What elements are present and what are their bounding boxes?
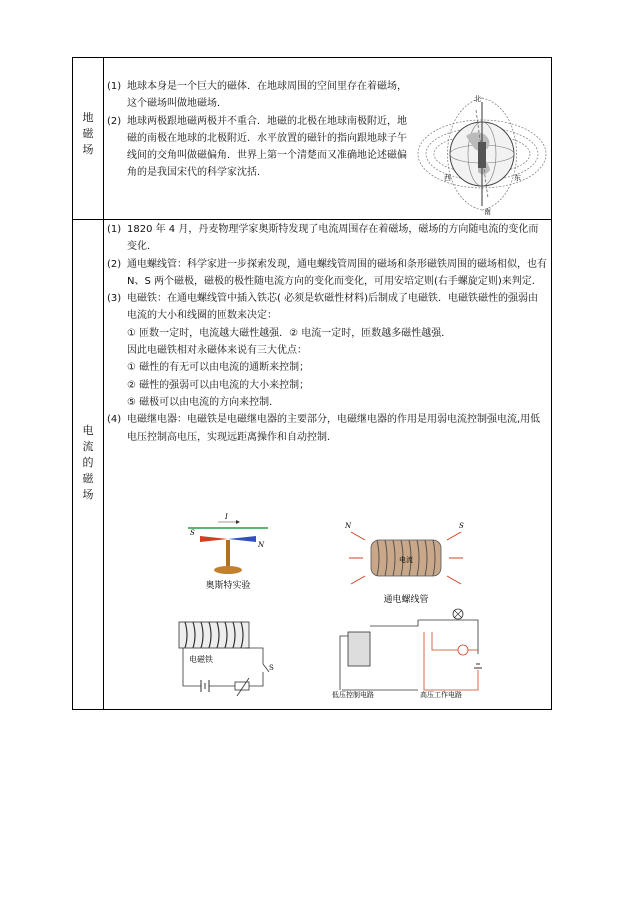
advantage-line: ⑤ 磁极可以由电流的方向来控制． [127, 396, 280, 408]
item-number: (4) [107, 414, 122, 426]
list-item [107, 256, 547, 291]
solenoid-s-label: S [459, 522, 464, 530]
content-table [72, 57, 552, 710]
item-text: 电磁继电器：电磁铁是电磁继电器的主要部分，电磁继电器的作用是用弱电流控制强电流,用低电压控制高电压，实现远距离操作和自动控制． [127, 414, 541, 443]
advantage-line: ① 磁性的有无可以由电流的通断来控制； [127, 362, 310, 374]
solenoid-n-label: N [345, 522, 352, 530]
item-text-line: 因此电磁铁相对永磁体来说有三大优点： [127, 345, 307, 357]
east-label: 东 [514, 174, 521, 182]
earth-magnetic-field-figure [416, 88, 548, 216]
list-item [107, 113, 410, 182]
oersted-experiment-figure [178, 508, 278, 596]
south-pole-label: S [190, 529, 195, 537]
current-label: I [225, 513, 228, 521]
row-title-current-magnetic [73, 423, 103, 503]
row-title-char: 磁 [82, 127, 94, 140]
item-text: 地球本身是一个巨大的磁体．在地球周围的空间里存在着磁场，这个磁场叫做地磁场． [127, 81, 407, 110]
item-number: (2) [107, 258, 122, 270]
list-item [107, 411, 547, 446]
item-number: (2) [107, 115, 122, 127]
oersted-caption: 奥斯特实验 [205, 581, 251, 591]
solenoid-figure [341, 518, 471, 608]
solenoid-caption: 通电螺线管 [383, 595, 429, 605]
switch-s-label: S [269, 664, 274, 672]
relay-circuit-figure [328, 606, 498, 698]
current-magnetic-content [107, 221, 547, 446]
high-voltage-label: 高压工作电路 [420, 691, 462, 698]
item-text: 通电螺线管：科学家进一步探索发现，通电螺线管周围的磁场和条形磁铁周围的磁场相似，也有 N、S 两个磁极，磁极的极性随电流方向的变化而变化，可用安培定则(右手螺旋定则)来判定． [127, 258, 547, 287]
north-pole-label: N [258, 541, 265, 549]
item-text: 1820 年 4 月，丹麦物理学家奥斯特发现了电流周围存在着磁场，磁场的方向随电流的变化而变化． [127, 224, 539, 253]
electromagnet-label: 电磁铁 [189, 655, 213, 664]
row-title-geomagnetic [73, 110, 103, 158]
item-number: (1) [107, 81, 122, 92]
row-title-char: 电 [82, 424, 94, 437]
low-voltage-label: 低压控制电路 [332, 691, 374, 698]
geomagnetic-content [107, 78, 410, 182]
item-number: (1) [107, 224, 122, 235]
row-title-char: 流 [82, 440, 94, 453]
item-text: 地球两极跟地磁两极并不重合．地磁的北极在地球南极附近，地磁的南极在地球的北极附近．水平放置的磁针的指向跟地球子午线间的交角叫做磁偏角．世界上第一个清楚而又准确地论述磁偏角的是我国宋代的科学家沈括． [127, 115, 407, 179]
row-title-char: 场 [82, 488, 94, 501]
item-text-line: ① 匝数一定时，电流越大磁性越强．② 电流一定时，匝数越多磁性越强． [127, 327, 452, 339]
item-number: (3) [107, 293, 122, 305]
row-title-char: 地 [82, 111, 94, 124]
list-item [107, 78, 410, 113]
coil-current-label: 电流 [399, 556, 413, 564]
list-item [107, 221, 547, 256]
row-title-char: 磁 [82, 472, 94, 485]
row-title-char: 场 [82, 143, 94, 156]
advantage-line: ② 磁性的强弱可以由电流的大小来控制； [127, 379, 310, 391]
row-title-char: 的 [82, 456, 94, 469]
row-divider [73, 219, 551, 220]
electromagnet-circuit-figure [173, 614, 283, 698]
column-divider [103, 58, 104, 709]
west-label: 西 [444, 174, 451, 182]
south-label: 南 [484, 208, 491, 216]
item-text: 电磁铁：在通电螺线管中插入铁芯( 必须是软磁性材料)后制成了电磁铁．电磁铁磁性的强弱由电流的大小和线圈的匝数来决定： [127, 293, 538, 322]
north-label: 北 [474, 95, 481, 103]
list-item [107, 290, 547, 325]
